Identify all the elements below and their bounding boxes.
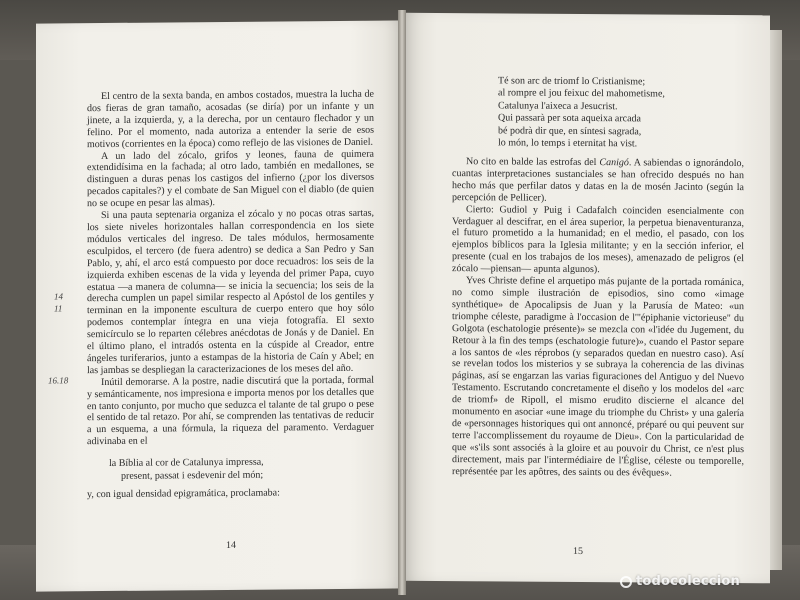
left-page bbox=[36, 20, 406, 591]
left-paragraph: El centro de la sexta banda, en ambos costados, muestra la lucha de dos fieras de gran tamaño, acosadas (se diría) por un infante y un jinete, a la izquierda, y, a la derecha, por un centauro flechador y un felino. Por el momento, nada autoriza a entender la serie de esos motivos (corrientes en la época) como reflejo de las visiones de Daniel. bbox=[87, 88, 374, 150]
left-paragraph: A un lado del zócalo, grifos y leones, fauna de quimera extendidísima en la fachada; al otro lado, también en medallones, se distinguen a duras penas los castigos del infierno (¿por los diversos pecados capitales?) y el combate de San Miguel con el diablo (de quien no se ocupe en pesar las almas). bbox=[87, 148, 374, 210]
right-page-text bbox=[452, 156, 744, 480]
page-number: 14 bbox=[226, 539, 236, 551]
margin-note: 16.18 bbox=[48, 375, 69, 386]
page-number: 15 bbox=[573, 545, 583, 557]
paragraph-text: No cito en balde las estrofas del bbox=[466, 156, 600, 169]
poem-line: Catalunya l'aixeca a Jesucrist. bbox=[498, 100, 618, 113]
book-spine bbox=[398, 10, 406, 595]
italic-title: Canigó bbox=[599, 157, 629, 169]
poem-line: la Bíblia al cor de Catalunya impressa, bbox=[109, 456, 264, 470]
watermark bbox=[620, 574, 740, 589]
poem-line: lo món, lo temps i eternitat ha vist. bbox=[498, 137, 638, 150]
left-paragraph: Inútil demorarse. A la postre, nadie discutirá que la portada, formal y semánticamente, nos impresiona e importa menos por los detalles que en tanto conjunto, por mucho que seduzca el talante de tal grupo o pese el sentido de tal retazo. Por ahí, se comprenden las tentativas de reducir a un esquema, a una fórmula, la riqueza del paramento. Verdaguer adivinaba en el bbox=[87, 374, 374, 448]
poem-line: Té son arc de triomf lo Cristianisme; bbox=[498, 75, 646, 88]
left-paragraph-after-poem: y, con igual densidad epigramática, proclamaba: bbox=[87, 487, 280, 501]
margin-note: 11 bbox=[54, 303, 63, 314]
right-paragraph: Cierto: Gudiol y Puig i Cadafalch coinciden esencialmente con Verdaguer al descifrar, en el área superior, la perpetua bienaventuranza, el futuro prometido a la humanidad; en el medio, el pasado, con los ejemplos bíblicos para la Iglesia militante; y en la sección inferior, el presente (cual en los trabajos de los meses), amenazado de peligros (el zócalo —piensan— apunta algunos). bbox=[452, 203, 744, 276]
right-poem bbox=[498, 75, 748, 151]
page-edges bbox=[770, 30, 782, 570]
right-paragraph: Yves Christe define el arquetipo más pujante de la portada románica, no como simple ilustración de episodios, sino como «image synthétique» de Apocalipsis de Juan y la Parusía de Mateo: «un triomphe céleste, paradigme à l'occasion de l'"épiphanie victorieuse" du Golgota (eschatologie présente)» se mezcla con «l'idée du Jugement, du Retour à la fin des temps (eschatologie future)», cuando el Pastor separe a los santos de «les réprobos (y separados quedan en nuestro caso). Así se revelan todos los misterios y se subraya la coherencia de las divinas páginas, así se engarzan las varias figuraciones del Antiguo y del Nuevo Testamento. Escrutando concretamente el diseño y los modelos del «arc de triomf» de Ripoll, el mismo erudito discierne el alcance del monumento en asociar «une image du triomphe du Christ» y una galería de «personnages historiques qui ont annoncé, préparé ou qui peuvent sur terre l'accomplissement du royaume de Dieu». Con la particularidad de que «s'ils sont associés à la gloire et au pouvoir du Christ, ce n'est plus directement, mais par l'intermédiaire de l'Église, céleste ou temporelle, représentée par les apôtres, des saints ou des évêques». bbox=[452, 275, 744, 479]
left-paragraph: Si una pauta septenaria organiza el zócalo y no pocas otras sartas, los siete niveles horizontales hallan correspondencia en los siete módulos verticales del ingreso. De tales módulos, hermosamente esculpidos, el tercero (de fuera adentro) se dedica a San Pedro y San Pablo, y, ahí, el arco está compuesto por doce recuadros: los seis de la izquierda exhiben escenas de la vida y leyenda del primer Papa, cuyo estatua —a manera de columna— se inicia la secuencia; los seis de la derecha cumplen un papel similar respecto al Apóstol de los gentiles y terminan en la imponente escultura de cuerpo entero que hoy sólo podemos contemplar íntegra en una vieja fotografía. El sexto semicírculo se lo reparten célebres anécdotas de Jonás y de Daniel. En el último plano, el intradós ostenta en la cúspide al Creador, entre ángeles turiferarios, junto a estampas de la historia de Caín y Abel; en las jambas se despliegan la caracterizaciones de los meses del año. bbox=[87, 207, 374, 377]
poem-line: Qui passarà per sota aqueixa arcada bbox=[498, 112, 641, 125]
left-page-text bbox=[87, 89, 374, 501]
paragraph-text: . A sabiendas o ignorándolo, cuantas interpretaciones sustanciales se han ofrecido después no han hecho más que perfilar datos y datas en la de mosén Jacinto (según la percepción de Pellicer). bbox=[452, 157, 744, 204]
left-poem bbox=[109, 456, 374, 483]
margin-note: 14 bbox=[54, 291, 63, 302]
watermark-text: todocoleccion bbox=[636, 574, 740, 589]
right-page bbox=[400, 13, 770, 584]
watermark-logo-icon bbox=[620, 576, 632, 588]
poem-line: al rompre el jou feixuc del mahometisme, bbox=[498, 87, 665, 100]
poem-line: present, passat i esdevenir del món; bbox=[121, 469, 264, 482]
right-paragraph bbox=[452, 156, 744, 206]
poem-line: bé podrà dir que, en síntesi sagrada, bbox=[498, 125, 642, 138]
